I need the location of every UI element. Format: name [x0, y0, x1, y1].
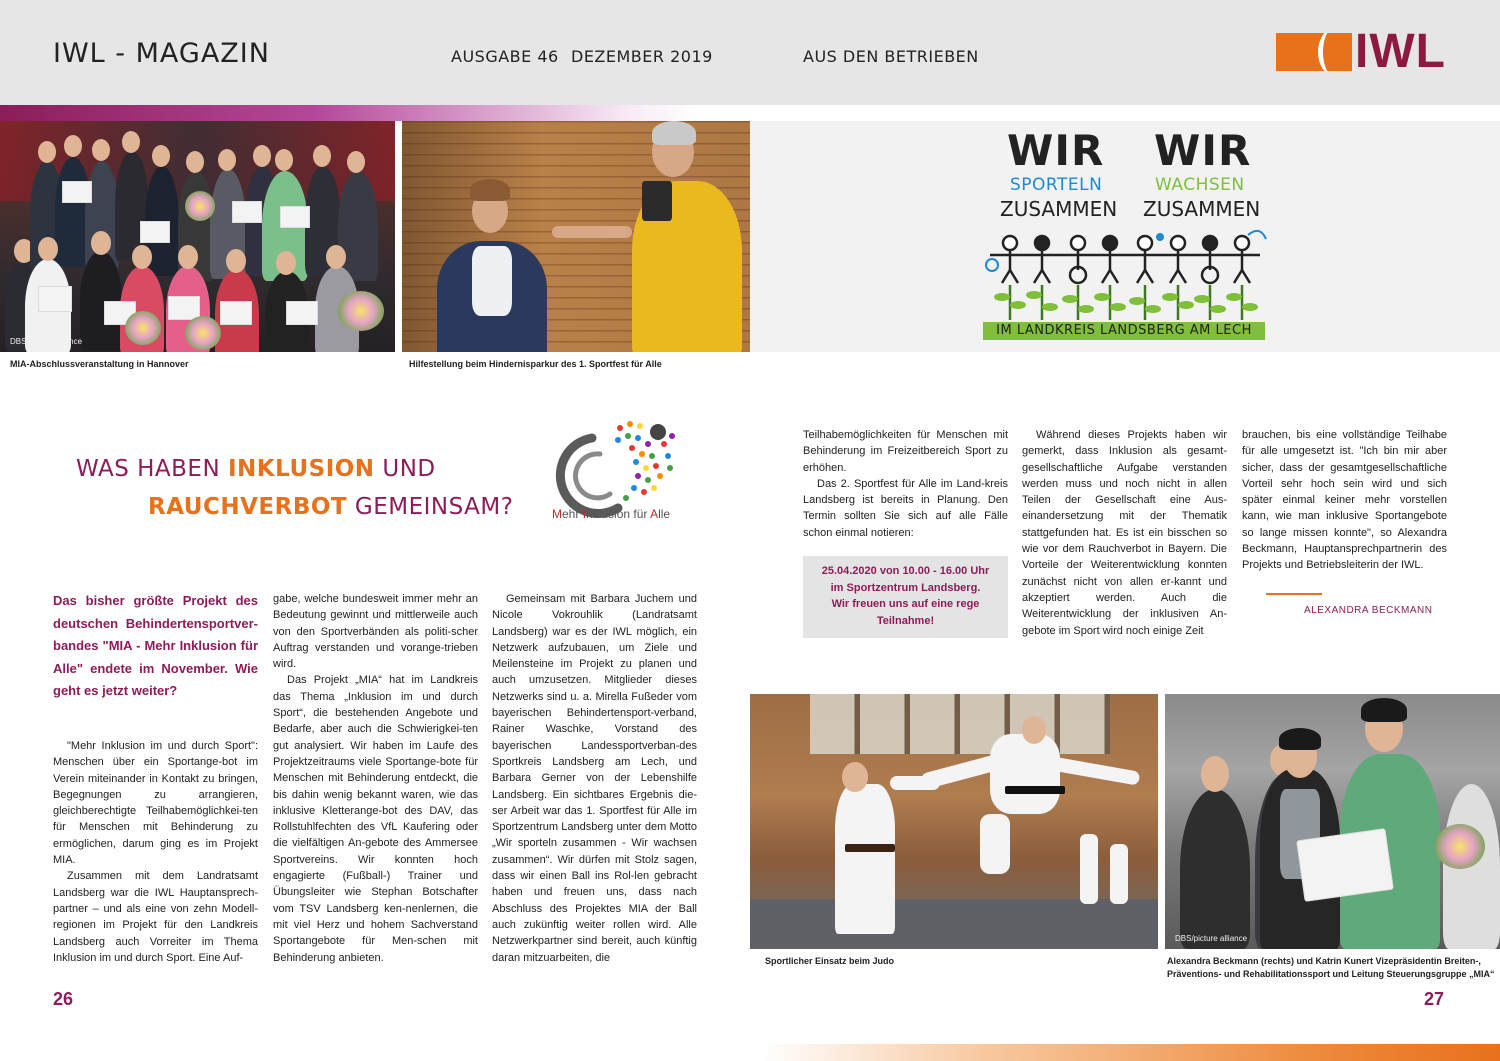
iwl-logo-mark	[1276, 33, 1352, 71]
issue-number: AUSGABE 46	[451, 47, 559, 66]
photo-award-ceremony	[0, 121, 395, 352]
event-date-box: 25.04.2020 von 10.00 - 16.00 Uhr im Sportzentrum Landsberg. Wir freuen uns auf eine rege Teilnahme!	[803, 556, 1008, 638]
photo-judo	[750, 694, 1158, 949]
photo-caption-award: Alexandra Beckmann (rechts) und Katrin Kunert Vizepräsidentin Breiten-, Präventions- und Rehabilitationssport und Leitung Steuerungsgruppe „MIA“	[1167, 956, 1495, 979]
paragraph: Das Projekt „MIA“ hat im Landkreis das Thema „Inklusion im und durch Sport“, die bestehenden Angebote und Bedarfe, aber auch die Schwierigkei-ten gut analysiert. Wir haben im Laufe des Projektzeitraums viele Sportange-bote für Menschen mit Behinderung entdeckt, die bis dahin wenig bekannt waren, wie das inklusive Kletterange-bot des DAV, das Rollstuhlfechten des VfL Kaufering oder die vielfältigen An-gebote des Ammersee Sportvereins. Wir konnten hoch engagierte (Fußball-) Trainer und Übungsleiter wie Stephan Botschafter vom TSV Landsberg ken-nenlernen, die mit viel Herz und hohem Sachverstand Sportangebote für Men-schen mit Behinderung anbieten.	[273, 674, 478, 964]
issue-date: DEZEMBER 2019	[571, 47, 713, 66]
signature-divider	[1266, 593, 1322, 595]
photo-credit: DBS/picture alliance	[10, 337, 83, 346]
paragraph: Teilhabemöglichkeiten für Menschen mit Behinderung im Freizeitbereich Sport zu erhöhen.	[803, 429, 1008, 474]
paragraph: gabe, welche bundesweit immer mehr an Bedeutung gewinnt und mittlerweile auch von den Sportverbänden als politi-scher Auftrag verstanden und vorange-trieben wird.	[273, 593, 478, 671]
logo-verb-2: WACHSEN	[1155, 175, 1245, 195]
paragraph: Gemeinsam mit Barbara Juchem und Nicole Vokrouhlik (Landratsamt Landsberg) war es der IWL möglich, ein Netzwerk aufzubauen, um Ziele und Meilensteine im Projekt zu planen und auch umzusetzen. Mitglieder dieses Netzwerks sind u. a. Mirella Fußeder vom bayerischen Behindertensport-verband, Rainer Waschke, Vorstand des bayerischen Landessportverban-des Sportkreis Landsberg am Lech, und Barbara Gerner von der Lebenshilfe Landsberg. Ein sichtbares Ergebnis die-ser Arbeit war das 1. Sportfest für Alle im Sportzentrum Landsberg unter dem Motto „Wir sporteln zusammen - Wir wachsen zusammen“. Wir dürfen mit Stolz sagen, dass wir einen Ball ins Rol-len gebracht haben und freuen uns, dass nach Abschluss des Projektes MIA der Ball auch zukünftig weiter rollen wird. Alle Netzwerkpartner sind bereit, auch künftig daran mitzuarbeiten, die	[492, 593, 697, 964]
header-gradient-bar	[0, 105, 700, 121]
photo-caption-judo: Sportlicher Einsatz beim Judo	[765, 956, 895, 966]
article-column-3	[492, 591, 697, 966]
photo-obstacle-course	[402, 121, 750, 352]
logo-zusammen-1: ZUSAMMEN	[1000, 197, 1118, 221]
article-column-1	[53, 738, 258, 966]
logo-verb-1: SPORTELN	[1010, 175, 1103, 195]
page-number-right: 27	[1424, 989, 1445, 1009]
article-lead: Das bisher größte Projekt des deutschen Behindertensportver-bandes "MIA - Mehr Inklusion für Alle" endete im November. Wie geht es jetzt weiter?	[53, 593, 258, 698]
mia-logo-wordmark: Mehr Inklusion für Alle	[552, 507, 671, 521]
article-column-6	[1242, 427, 1447, 574]
paragraph: brauchen, bis eine vollständige Teilhabe für alle umgesetzt ist. "Ich bin mir aber sicher, dass der gesamtgesellschaftliche Vorteil sehr hoch sein wird und sich später einmal keiner mehr vorstellen kann, wie man inklusive Sportangebote so lange missen konnte", so Alexandra Beckmann, Hauptansprechpartnerin des Projekts und Betriebsleiterin der IWL.	[1242, 429, 1447, 572]
paragraph: Während dieses Projekts haben wir gemerkt, dass Inklusion als gesamt-gesellschaftliche Aufgabe verstanden werden muss und noch nicht in allen Teilen der Gesellschaft eine Aus-einandersetzung mit der Thematik stattgefunden hat. Es ist ein bisschen so wie vor dem Rauchverbot in Bayern. Die Vorteile der Weiterentwicklung konnten zunächst nicht von allen er-kannt und akzeptiert werden. Auch die Weiterentwicklung der inklusiven An-gebote im Sport wird noch einige Zeit	[1022, 429, 1227, 637]
logo-wir-2: WIR	[1154, 126, 1252, 175]
logo-zusammen-2: ZUSAMMEN	[1143, 197, 1261, 221]
article-column-2	[273, 591, 478, 966]
article-author: ALEXANDRA BECKMANN	[1304, 605, 1433, 616]
figures-and-plants-icon	[980, 225, 1270, 325]
article-column-4	[803, 427, 1008, 541]
magazine-title: IWL - MAGAZIN	[53, 38, 270, 69]
article-column-5	[1022, 427, 1227, 639]
paragraph: "Mehr Inklusion im und durch Sport": Menschen über ein Sportange-bot im Verein miteinander in Kontakt zu bringen, Begegnungen zu arrangieren, gleichberechtigte Teilhabemöglichkei-ten für Menschen mit Behinderung zu ermöglichen, darum ging es im Projekt MIA.	[53, 740, 258, 867]
page-number-left: 26	[53, 989, 74, 1009]
photo-caption-obstacle: Hilfestellung beim Hindernisparkur des 1. Sportfest für Alle	[409, 359, 662, 369]
photo-caption-ceremony: MIA-Abschlussveranstaltung in Hannover	[10, 359, 189, 369]
logo-wir-1: WIR	[1007, 126, 1105, 175]
page-header	[0, 0, 1500, 105]
logo-landkreis-banner: IM LANDKREIS LANDSBERG AM LECH	[983, 322, 1265, 340]
iwl-logo-text: IWL	[1355, 25, 1446, 78]
paragraph: Das 2. Sportfest für Alle im Land-kreis Landsberg ist bereits in Planung. Den Termin sollten Sie sich auf alle Fälle schon einmal notieren:	[803, 477, 1008, 539]
photo-award-presentation	[1165, 694, 1500, 949]
paragraph: Zusammen mit dem Landratsamt Landsberg war die IWL Hauptansprech-partner – und als eine von zehn Modell-regionen im Projekt für den Landkreis Landsberg auch Vorreiter im Thema Inklusion im und durch Sport. Eine Auf-	[53, 870, 258, 964]
section-title: AUS DEN BETRIEBEN	[803, 47, 979, 66]
article-headline: WAS HABEN INKLUSION UND RAUCHVERBOT GEMEINSAM?	[76, 456, 514, 520]
photo-credit: DBS/picture alliance	[1175, 934, 1248, 943]
footer-gradient-bar	[760, 1044, 1500, 1061]
